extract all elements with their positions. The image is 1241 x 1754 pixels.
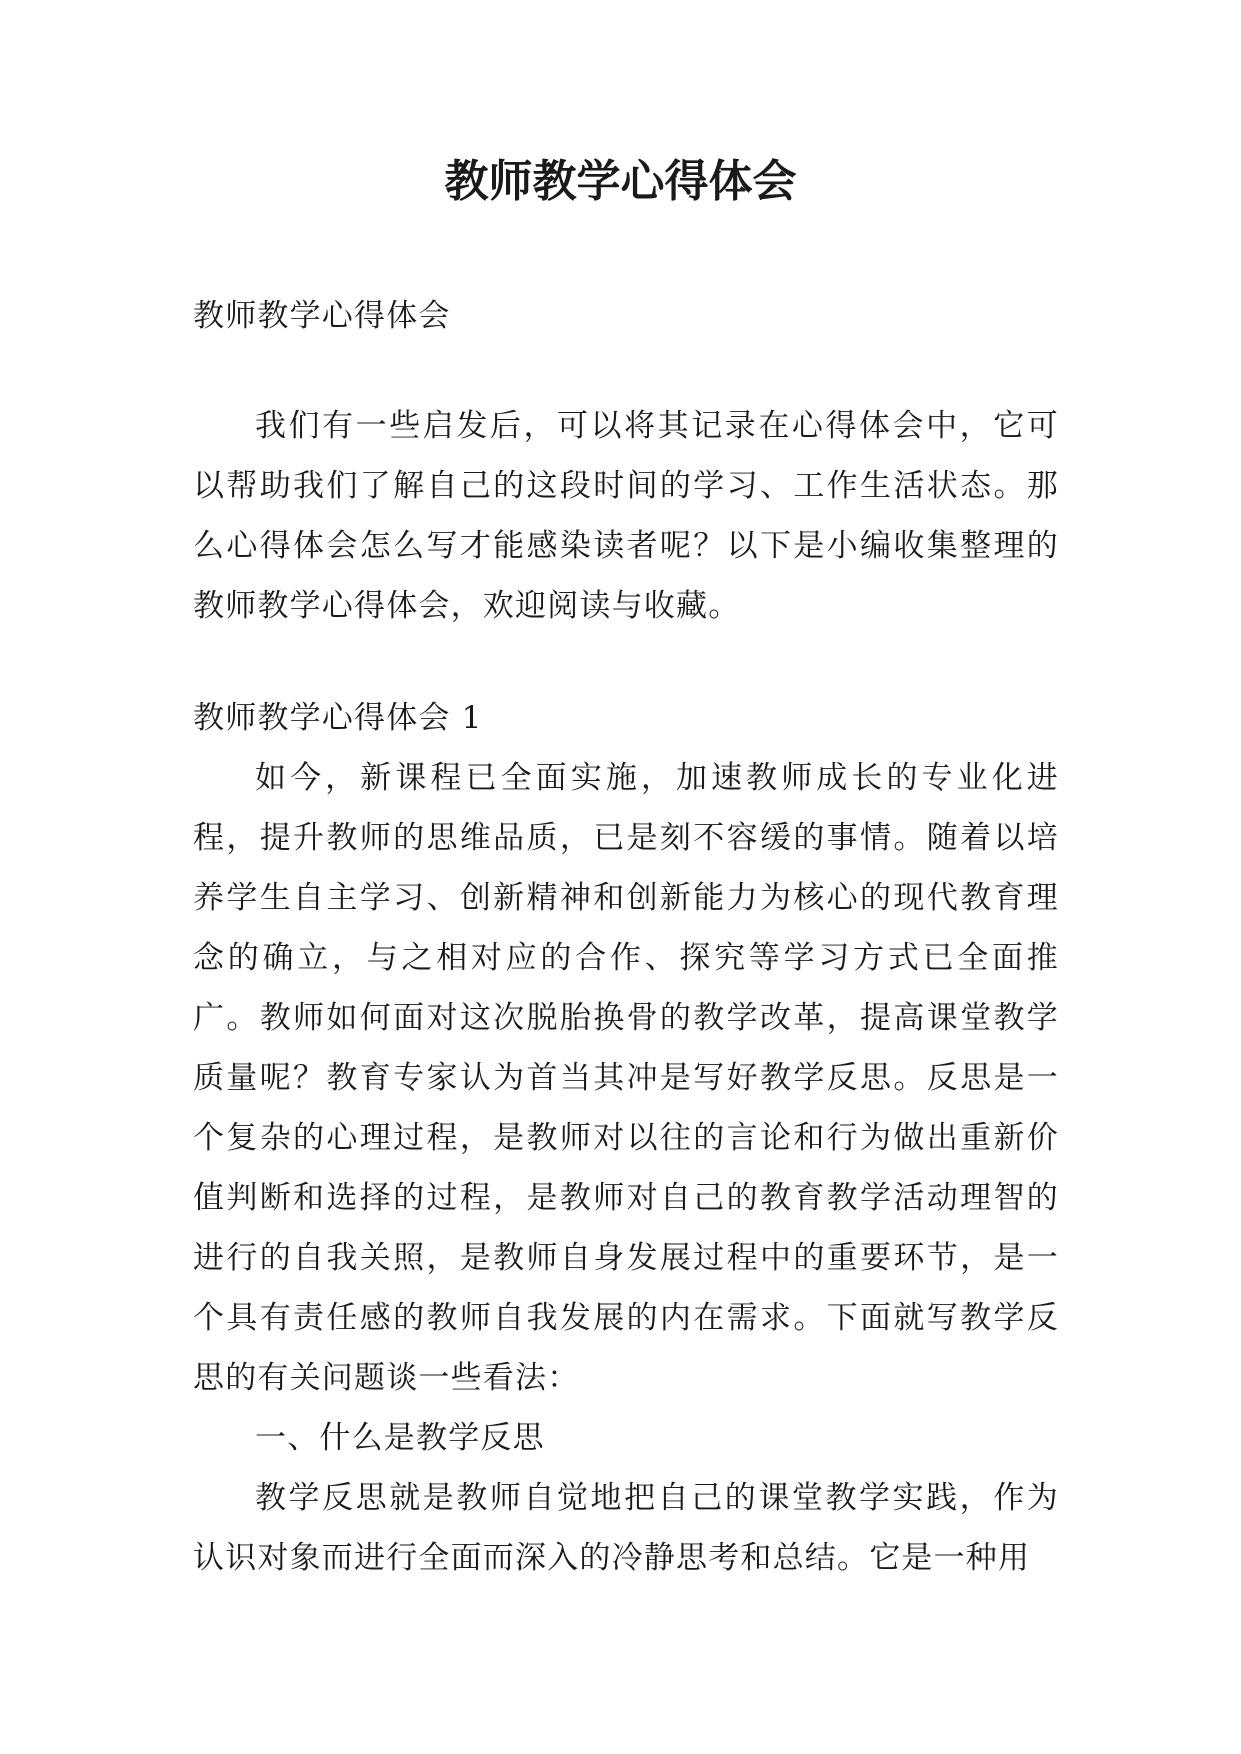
body-paragraph-2: 教学反思就是教师自觉地把自己的课堂教学实践，作为认识对象而进行全面而深入的冷静思考和总结。它是一种用 — [193, 1480, 1059, 1576]
point-heading: 一、什么是教学反思 — [255, 1420, 545, 1456]
document-body — [193, 286, 1059, 1588]
document-title: 教师教学心得体会 — [444, 156, 797, 207]
body-paragraph: 如今，新课程已全面实施，加速教师成长的专业化进程，提升教师的思维品质，已是刻不容缓的事情。随着以培养学生自主学习、创新精神和创新能力为核心的现代教育理念的确立，与之相对应的合作、探究等学习方式已全面推广。教师如何面对这次脱胎换骨的教学改革，提高课堂教学质量呢？教育专家认为首当其冲是写好教学反思。反思是一个复杂的心理过程，是教师对以往的言论和行为做出重新价值判断和选择的过程，是教师对自己的教育教学活动理智的进行的自我关照，是教师自身发展过程中的重要环节，是一个具有责任感的教师自我发展的内在需求。下面就写教学反思的有关问题谈一些看法： — [193, 760, 1059, 1396]
section-heading: 教师教学心得体会 1 — [193, 700, 483, 736]
intro-paragraph: 我们有一些启发后，可以将其记录在心得体会中，它可以帮助我们了解自己的这段时间的学习、工作生活状态。那么心得体会怎么写才能感染读者呢？以下是小编收集整理的教师教学心得体会，欢迎阅读与收藏。 — [193, 408, 1059, 624]
document-subtitle: 教师教学心得体会 — [193, 298, 451, 334]
